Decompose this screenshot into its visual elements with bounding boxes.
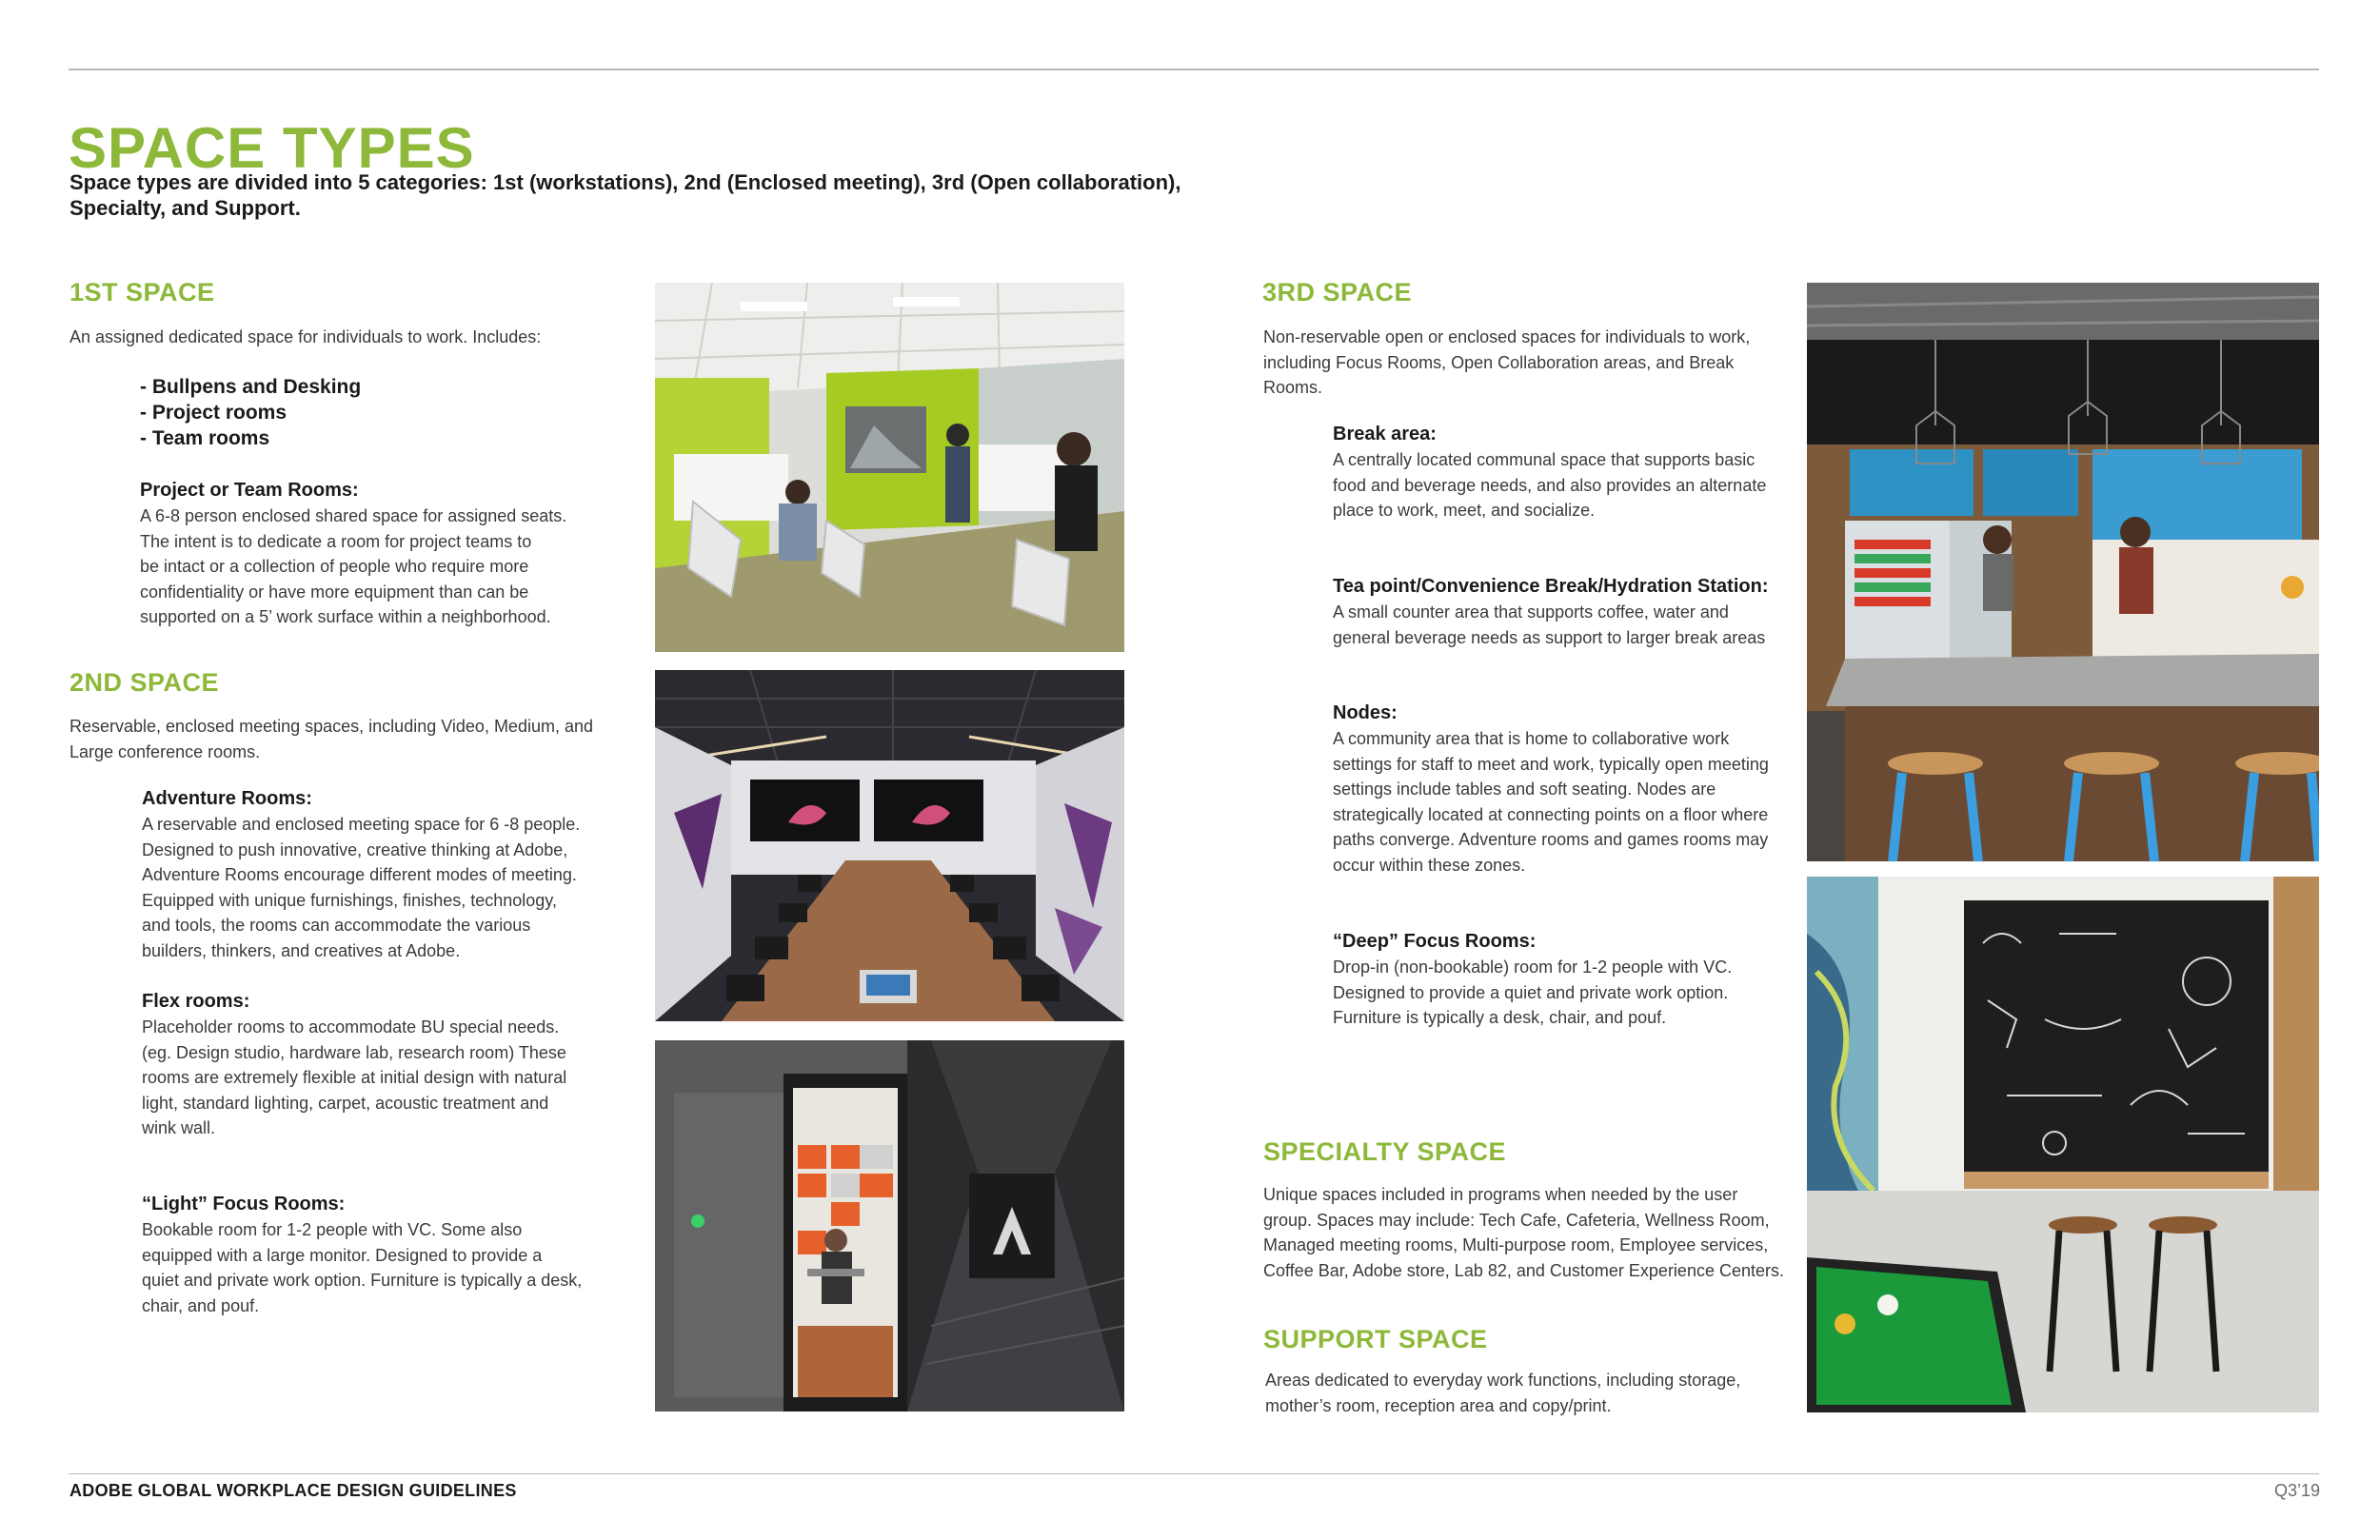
- line: settings for staff to meet and work, typically open meeting: [1333, 754, 1769, 774]
- deep-focus-rooms-block: [1333, 929, 1732, 1031]
- line: The intent is to dedicate a room for project teams to: [140, 531, 532, 551]
- item-description: [1333, 726, 1769, 878]
- item-title: “Light” Focus Rooms:: [142, 1194, 346, 1214]
- line: light, standard lighting, carpet, acoustic treatment and: [142, 1093, 549, 1113]
- item-description: [142, 1217, 582, 1318]
- support-space-heading: SUPPORT SPACE: [1263, 1325, 1488, 1353]
- first-space-bullets: [140, 374, 361, 451]
- line: A community area that is home to collaborative work: [1333, 729, 1730, 748]
- line: Non-reservable open or enclosed spaces for individuals to work,: [1263, 327, 1751, 346]
- light-focus-rooms-block: [142, 1192, 582, 1318]
- line: quiet and private work option. Furniture is typically a desk,: [142, 1271, 583, 1290]
- top-divider: [69, 69, 2319, 70]
- bullet-item: - Team rooms: [140, 427, 270, 449]
- line: place to work, meet, and socialize.: [1333, 501, 1596, 520]
- line: paths converge. Adventure rooms and games rooms may: [1333, 830, 1769, 849]
- line: Managed meeting rooms, Multi-purpose room, Employee services,: [1263, 1235, 1769, 1254]
- open-office-illustration: [655, 283, 1124, 652]
- line: Equipped with unique furnishings, finishes, technology,: [142, 890, 557, 910]
- line: Areas dedicated to everyday work functions, including storage,: [1265, 1371, 1741, 1390]
- item-description: [142, 1015, 566, 1141]
- line: Reservable, enclosed meeting spaces, including Video, Medium, and: [69, 717, 593, 736]
- line: group. Spaces may include: Tech Cafe, Cafeteria, Wellness Room,: [1263, 1210, 1770, 1230]
- line: Furniture is typically a desk, chair, and pouf.: [1333, 1008, 1667, 1027]
- line: Drop-in (non-bookable) room for 1-2 people with VC.: [1333, 958, 1733, 977]
- item-description: [142, 812, 580, 963]
- item-description: [1333, 447, 1766, 523]
- line: Rooms.: [1263, 378, 1323, 397]
- line: Placeholder rooms to accommodate BU special needs.: [142, 1017, 560, 1037]
- item-description: [140, 503, 566, 630]
- line: Large conference rooms.: [69, 741, 261, 761]
- item-title: Break area:: [1333, 424, 1437, 444]
- line: (eg. Design studio, hardware lab, research room) These: [142, 1042, 566, 1062]
- line: A small counter area that supports coffee, water and: [1333, 602, 1729, 622]
- line: including Focus Rooms, Open Collaboration areas, and Break: [1263, 352, 1735, 372]
- line: supported on a 5’ work surface within a neighborhood.: [140, 607, 551, 626]
- break-area-illustration: [1807, 283, 2319, 861]
- line: Adventure Rooms encourage different modes of meeting.: [142, 865, 577, 884]
- item-description: [1333, 600, 1768, 650]
- line: Bookable room for 1-2 people with VC. Some also: [142, 1220, 523, 1239]
- page-title: SPACE TYPES: [69, 116, 475, 180]
- project-team-rooms-block: [140, 478, 566, 630]
- item-title: Adventure Rooms:: [142, 788, 312, 809]
- item-title: Flex rooms:: [142, 991, 250, 1012]
- first-space-intro: An assigned dedicated space for individuals to work. Includes:: [69, 327, 542, 346]
- line: Unique spaces included in programs when needed by the user: [1263, 1185, 1738, 1204]
- line: strategically located at connecting points on a floor where: [1333, 804, 1769, 824]
- item-description: [1333, 955, 1732, 1031]
- bullet-item: - Bullpens and Desking: [140, 376, 362, 398]
- game-room-illustration: [1807, 877, 2319, 1412]
- tea-point-block: [1333, 574, 1768, 650]
- item-title: “Deep” Focus Rooms:: [1333, 931, 1537, 952]
- focus-room-corridor-photo: [655, 1040, 1124, 1412]
- line: wink wall.: [142, 1118, 216, 1137]
- bottom-divider: [69, 1473, 2319, 1474]
- line: general beverage needs as support to larger break areas: [1333, 627, 1766, 647]
- break-area-block: [1333, 422, 1766, 523]
- conference-room-photo: [655, 670, 1124, 1021]
- footer-date: Q3’19: [2273, 1481, 2320, 1500]
- nodes-block: [1333, 701, 1769, 878]
- line: Coffee Bar, Adobe store, Lab 82, and Customer Experience Centers.: [1263, 1260, 1784, 1280]
- line: Designed to provide a quiet and private work option.: [1333, 982, 1729, 1002]
- first-space-heading: 1ST SPACE: [69, 278, 215, 306]
- break-area-photo: [1807, 283, 2319, 861]
- game-room-photo: [1807, 877, 2319, 1412]
- specialty-space-description: [1263, 1182, 1784, 1283]
- line: equipped with a large monitor. Designed to provide a: [142, 1245, 543, 1265]
- page-subtitle: Space types are divided into 5 categories: 1st (workstations), 2nd (Enclosed meeting), 3rd (Open collaboration), Specialty, and Support.: [69, 170, 1181, 220]
- line: confidentiality or have more equipment than can be: [140, 582, 529, 602]
- line: occur within these zones.: [1333, 855, 1526, 875]
- line: chair, and pouf.: [142, 1295, 260, 1315]
- line: and tools, the rooms can accommodate the various: [142, 916, 531, 935]
- line: rooms are extremely flexible at initial design with natural: [142, 1068, 567, 1087]
- bullet-item: - Project rooms: [140, 402, 288, 424]
- third-space-intro: [1263, 325, 1750, 401]
- support-space-description: [1265, 1368, 1740, 1418]
- item-title: Project or Team Rooms:: [140, 480, 359, 501]
- line: A reservable and enclosed meeting space for 6 -8 people.: [142, 815, 581, 834]
- second-space-intro: [69, 714, 593, 764]
- open-office-photo: [655, 283, 1124, 652]
- adventure-rooms-block: [142, 786, 580, 963]
- focus-room-corridor-illustration: [655, 1040, 1124, 1412]
- third-space-heading: 3RD SPACE: [1262, 278, 1413, 306]
- line: settings include tables and soft seating. Nodes are: [1333, 780, 1716, 799]
- line: A 6-8 person enclosed shared space for assigned seats.: [140, 506, 567, 525]
- second-space-heading: 2ND SPACE: [69, 668, 220, 697]
- line: food and beverage needs, and also provides an alternate: [1333, 475, 1767, 495]
- item-title: Nodes:: [1333, 702, 1398, 723]
- flex-rooms-block: [142, 989, 566, 1141]
- specialty-space-heading: SPECIALTY SPACE: [1263, 1137, 1507, 1166]
- line: Designed to push innovative, creative thinking at Adobe,: [142, 839, 568, 859]
- line: A centrally located communal space that supports basic: [1333, 450, 1755, 469]
- line: be intact or a collection of people who require more: [140, 557, 529, 576]
- line: builders, thinkers, and creatives at Adobe.: [142, 940, 461, 960]
- line: mother’s room, reception area and copy/print.: [1265, 1395, 1612, 1415]
- conference-room-illustration: [655, 670, 1124, 1021]
- footer-title: ADOBE GLOBAL WORKPLACE DESIGN GUIDELINES: [69, 1481, 517, 1500]
- item-title: Tea point/Convenience Break/Hydration Station:: [1333, 576, 1769, 597]
